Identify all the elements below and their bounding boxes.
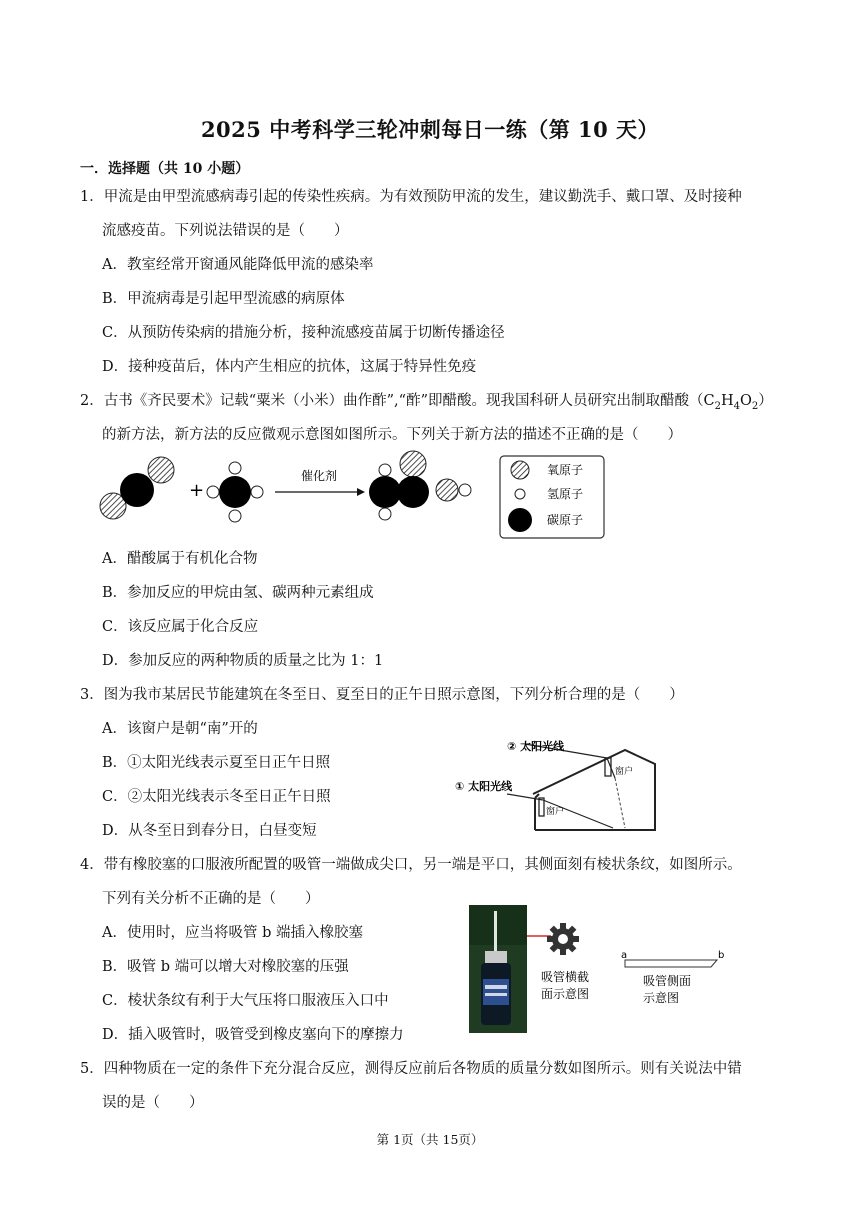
catalyst-label: 催化剂 — [301, 469, 338, 483]
acetic-acid-molecule — [369, 451, 471, 520]
q5-stem-line1: 5．四种物质在一定的条件下充分混合反应，测得反应前后各物质的质量分数如图所示。则有关说法中错 — [80, 1061, 742, 1077]
q4-stem-line2: 下列有关分析不正确的是（ ） — [102, 891, 320, 907]
q4-option-c: C．棱状条纹有利于大气压将口服液压入口中 — [102, 993, 389, 1009]
q2-option-d: D．参加反应的两种物质的质量之比为 1：1 — [102, 653, 384, 669]
q3-option-b: B．①太阳光线表示夏至日正午日照 — [102, 755, 331, 771]
reaction-diagram — [95, 448, 615, 544]
q3-stem-line1: 3．图为我市某居民节能建筑在冬至日、夏至日的正午日照示意图，下列分析合理的是（ ） — [80, 687, 684, 703]
legend-carbon: 碳原子 — [547, 513, 584, 527]
q4-stem-line1: 4．带有橡胶塞的口服液所配置的吸管一端做成尖口，另一端是平口，其侧面刻有棱状条纹，如图所示。 — [80, 857, 742, 873]
lower-window-label: 窗户 — [546, 807, 565, 817]
co2-molecule — [100, 457, 174, 519]
q1-stem-line1: 1．甲流是由甲型流感病毒引起的传染性疾病。为有效预防甲流的发生，建议勤洗手、戴口罩、及时接种 — [80, 189, 742, 205]
page-title: 2025 中考科学三轮冲刺每日一练（第 10 天） — [200, 117, 660, 142]
q1-option-b: B．甲流病毒是引起甲型流感的病原体 — [102, 291, 345, 307]
q4-option-b: B．吸管 b 端可以增大对橡胶塞的压强 — [102, 959, 349, 975]
legend-oxygen: 氧原子 — [547, 463, 584, 477]
cross-label-2: 面示意图 — [541, 987, 590, 1001]
end-a-label: a — [621, 950, 628, 961]
q2-stem-line1: 2．古书《齐民要术》记载“粟米（小米）曲作酢”,“酢”即醋酸。现我国科研人员研究出制取醋酸$(C_2H_4O_2)$ — [80, 393, 773, 412]
sunlight-diagram — [455, 732, 667, 834]
cross-section-icon — [547, 923, 579, 955]
cross-label-1: 吸管横截 — [541, 970, 590, 984]
q2-stem-line2: 的新方法，新方法的反应微观示意图如图所示。下列关于新方法的描述不正确的是（ ） — [102, 427, 682, 443]
upper-window-label: 窗户 — [615, 767, 634, 777]
straw-diagrams — [527, 905, 727, 1033]
q2-option-c: C．该反应属于化合反应 — [102, 619, 259, 635]
q2-option-b: B．参加反应的甲烷由氢、碳两种元素组成 — [102, 585, 374, 601]
end-b-label: b — [718, 950, 725, 961]
q3-option-a: A．该窗户是朝“南”开的 — [102, 721, 258, 737]
ray1-label: ① 太阳光线 — [455, 780, 513, 793]
plus-sign: + — [189, 480, 205, 501]
ray2-label: ② 太阳光线 — [507, 740, 565, 753]
atom-legend — [500, 456, 604, 538]
section-heading: 一．选择题（共 10 小题） — [80, 161, 250, 177]
q5-stem-line2: 误的是（ ） — [102, 1095, 204, 1111]
q1-stem-line2: 流感疫苗。下列说法错误的是（ ） — [102, 223, 349, 239]
q3-option-d: D．从冬至日到春分日，白昼变短 — [102, 823, 317, 839]
q1-option-c: C．从预防传染病的措施分析，接种流感疫苗属于切断传播途径 — [102, 325, 505, 341]
q1-option-d: D．接种疫苗后，体内产生相应的抗体，这属于特异性免疫 — [102, 359, 477, 375]
q4-option-a: A．使用时，应当将吸管 b 端插入橡胶塞 — [102, 925, 363, 941]
page-footer: 第 1页（共 15页） — [376, 1132, 484, 1147]
q2-option-a: A．醋酸属于有机化合物 — [102, 551, 258, 567]
q3-option-c: C．②太阳光线表示冬至日正午日照 — [102, 789, 331, 805]
q4-option-d: D．插入吸管时，吸管受到橡皮塞向下的摩擦力 — [102, 1027, 404, 1043]
ch4-molecule — [207, 462, 263, 522]
q1-option-a: A．教室经常开窗通风能降低甲流的感染率 — [102, 257, 374, 273]
side-label-1: 吸管侧面 — [643, 974, 692, 988]
side-label-2: 示意图 — [643, 991, 680, 1005]
legend-hydrogen: 氢原子 — [547, 487, 584, 501]
vial-photo — [469, 905, 527, 1033]
